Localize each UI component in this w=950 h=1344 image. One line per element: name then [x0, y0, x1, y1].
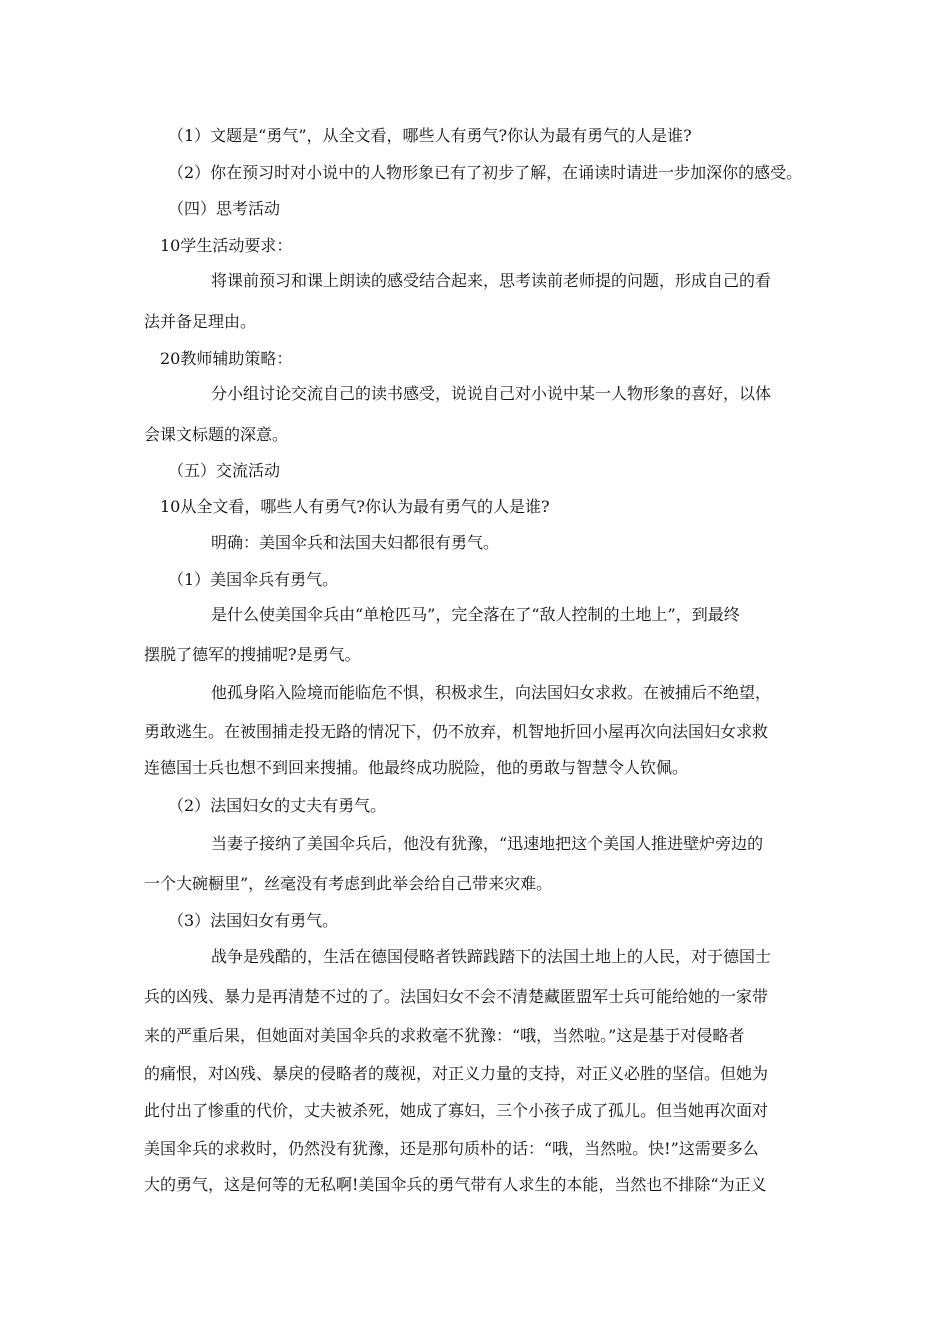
paragraph-line: 美国伞兵的求救时，仍然没有犹豫，还是那句质朴的话：“哦，当然啦。快!”这需要多么	[144, 1139, 759, 1158]
paragraph-line: 勇敢逃生。在被围捕走投无路的情况下，仍不放弃，机智地折回小屋再次向法国妇女求救	[144, 722, 769, 741]
paragraph-line: 分小组讨论交流自己的读书感受，说说自己对小说中某一人物形象的喜好，以体	[211, 384, 772, 403]
question-line: 10从全文看，哪些人有勇气?你认为最有勇气的人是谁?	[160, 497, 550, 516]
paragraph-line: 一个大碗橱里”，丝毫没有考虑到此举会给自己带来灾难。	[144, 874, 553, 893]
paragraph-line: 战争是残酷的，生活在德国侵略者铁蹄践踏下的法国土地上的人民，对于德国士	[211, 947, 772, 966]
paragraph-line: 会课文标题的深意。	[144, 425, 289, 444]
paragraph-line: 摆脱了德军的搜捕呢?是勇气。	[144, 645, 361, 664]
question-1: （1）文题是“勇气”，从全文看，哪些人有勇气?你认为最有勇气的人是谁?	[168, 126, 692, 145]
point-2-heading: （2）法国妇女的丈夫有勇气。	[168, 796, 387, 815]
question-2: （2）你在预习时对小说中的人物形象已有了初步了解，在诵读时请进一步加深你的感受。	[168, 163, 803, 182]
paragraph-line: 他孤身陷入险境而能临危不惧，积极求生，向法国妇女求救。在被捕后不绝望，	[211, 683, 772, 702]
paragraph-line: 此付出了惨重的代价，丈夫被杀死，她成了寡妇，三个小孩子成了孤儿。但当她再次面对	[144, 1101, 769, 1120]
paragraph-line: 来的严重后果，但她面对美国伞兵的求救毫不犹豫：“哦，当然啦。”这是基于对侵略者	[144, 1026, 745, 1045]
point-3-heading: （3）法国妇女有勇气。	[168, 911, 339, 930]
section-heading-5: （五）交流活动	[168, 461, 281, 480]
section-heading-4: （四）思考活动	[168, 199, 281, 218]
subheading-teacher-strategy: 20教师辅助策略：	[160, 349, 293, 368]
point-1-heading: （1）美国伞兵有勇气。	[168, 570, 339, 589]
paragraph-line: 连德国士兵也想不到回来搜捕。他最终成功脱险，他的勇敢与智慧令人钦佩。	[144, 758, 689, 777]
paragraph-line: 当妻子接纳了美国伞兵后，他没有犹豫，“迅速地把这个美国人推进壁炉旁边的	[211, 834, 764, 853]
paragraph-line: 兵的凶残、暴力是再清楚不过的了。法国妇女不会不清楚藏匿盟军士兵可能给她的一家带	[144, 987, 769, 1006]
paragraph-line: 是什么使美国伞兵由“单枪匹马”，完全落在了“敌人控制的土地上”，到最终	[211, 605, 740, 624]
paragraph-line: 将课前预习和课上朗读的感受结合起来，思考读前老师提的问题，形成自己的看	[211, 271, 772, 290]
paragraph-line: 大的勇气，这是何等的无私啊!美国伞兵的勇气带有人求生的本能，当然也不排除“为正义	[144, 1175, 767, 1194]
subheading-student-requirements: 10学生活动要求：	[160, 236, 293, 255]
answer-line: 明确：美国伞兵和法国夫妇都很有勇气。	[211, 533, 500, 552]
paragraph-line: 的痛恨，对凶残、暴戾的侵略者的蔑视，对正义力量的支持，对正义必胜的坚信。但她为	[144, 1064, 769, 1083]
paragraph-line: 法并备足理由。	[144, 312, 257, 331]
